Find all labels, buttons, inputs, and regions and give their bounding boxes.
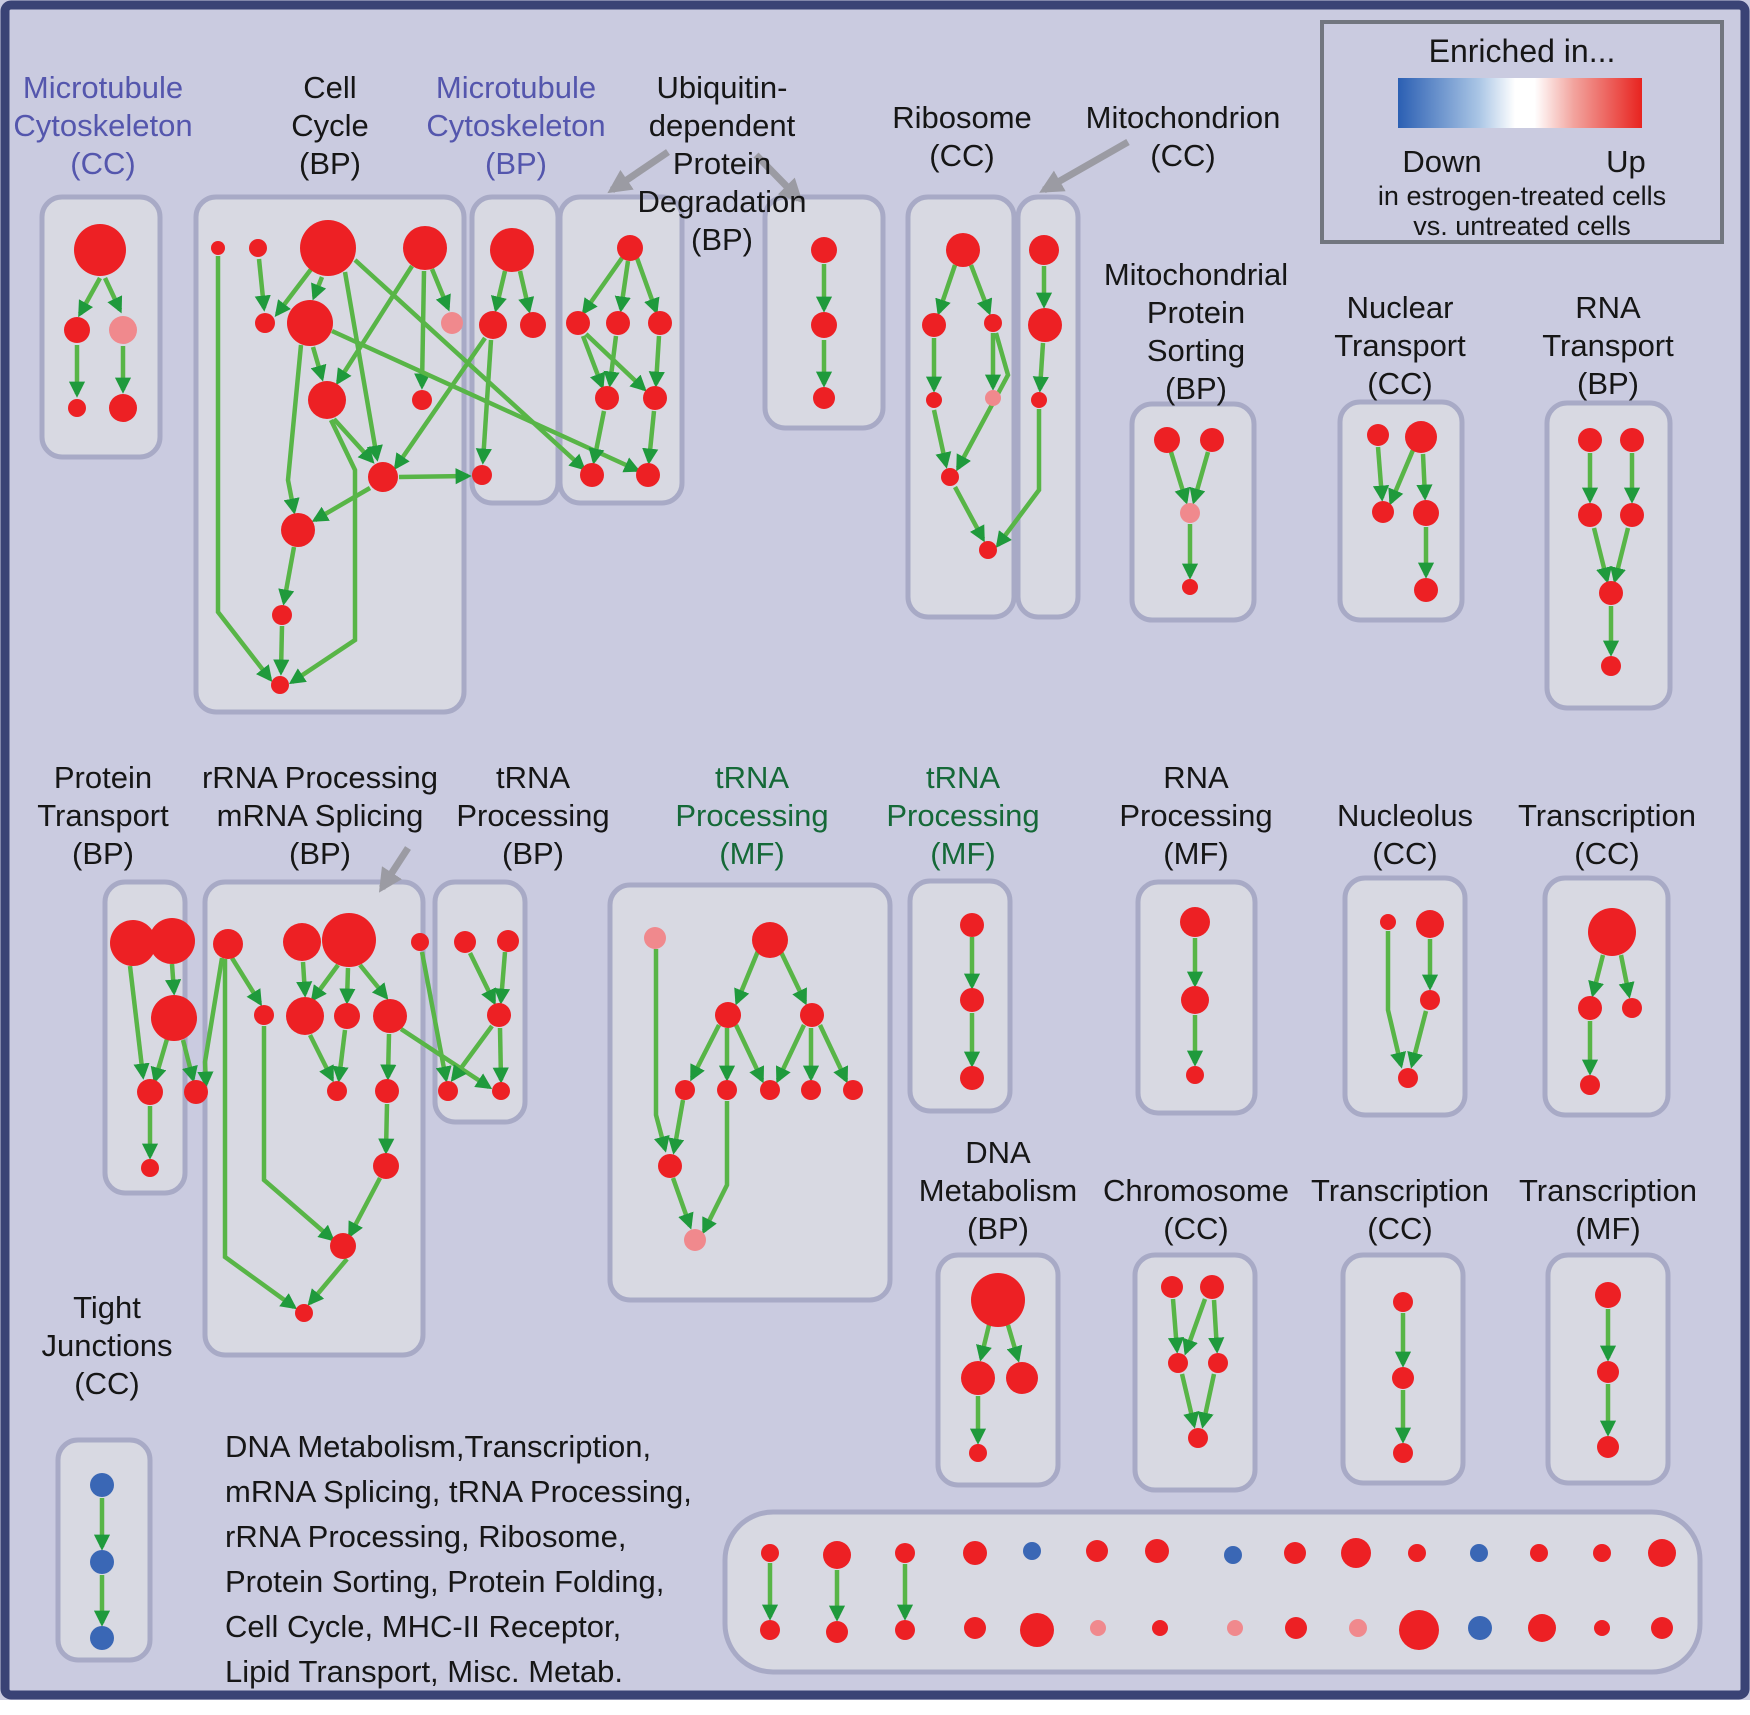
go-term-node[interactable] — [1020, 1613, 1054, 1647]
go-term-node[interactable] — [472, 465, 492, 485]
label-protein-transport-line-0: Protein — [53, 760, 153, 795]
go-term-node[interactable] — [1620, 428, 1644, 452]
label-tight-junctions-line-0: Tight — [73, 1290, 141, 1325]
go-term-node[interactable] — [490, 228, 534, 272]
go-term-node[interactable] — [800, 1003, 824, 1027]
label-mitochondrial-protein-sorting-line-1: Protein — [1146, 295, 1246, 330]
label-rna-transport-line-0: RNA — [1575, 290, 1641, 325]
go-term-node[interactable] — [675, 1080, 695, 1100]
go-term-node[interactable] — [403, 226, 447, 270]
label-trna-processing-mf-1-line-1: Processing — [675, 798, 829, 833]
go-term-node[interactable] — [286, 997, 324, 1035]
go-term-node[interactable] — [368, 462, 398, 492]
label-microtubule-bp-line-0: Microtubule — [435, 70, 597, 105]
go-term-node[interactable] — [964, 1617, 986, 1639]
go-term-node[interactable] — [1090, 1620, 1106, 1636]
go-term-node[interactable] — [1341, 1538, 1371, 1568]
label-mitochondrial-protein-sorting-line-3: (BP) — [1165, 371, 1227, 406]
go-term-node[interactable] — [412, 390, 432, 410]
go-term-node[interactable] — [255, 313, 275, 333]
go-edge — [1214, 1300, 1217, 1350]
label-misc-cluster-list-line-1: mRNA Splicing, tRNA Processing, — [225, 1474, 692, 1509]
go-term-node[interactable] — [566, 311, 590, 335]
go-term-node[interactable] — [1186, 1066, 1204, 1084]
label-transcription-mf-line-0: Transcription — [1518, 1173, 1698, 1208]
legend — [1322, 22, 1722, 242]
go-term-node[interactable] — [1152, 1620, 1168, 1636]
go-term-node[interactable] — [658, 1154, 682, 1178]
go-term-node[interactable] — [717, 1080, 737, 1100]
label-trna-processing-mf-2-line-0: tRNA — [925, 760, 1001, 795]
label-mitochondrial-protein-sorting-line-0: Mitochondrial — [1103, 257, 1289, 292]
group-box-chromosome — [1135, 1255, 1255, 1490]
go-term-node[interactable] — [271, 676, 289, 694]
go-term-node[interactable] — [109, 316, 137, 344]
label-ubiquitin-degradation-line-3: Degradation — [637, 184, 807, 219]
go-term-node[interactable] — [811, 237, 837, 263]
go-term-node[interactable] — [487, 1003, 511, 1027]
go-term-node[interactable] — [960, 988, 984, 1012]
go-term-node[interactable] — [454, 931, 476, 953]
go-term-node[interactable] — [1393, 1292, 1413, 1312]
go-term-node[interactable] — [1224, 1546, 1242, 1564]
go-term-node[interactable] — [1168, 1353, 1188, 1373]
label-misc-cluster-list-line-3: Protein Sorting, Protein Folding, — [225, 1564, 665, 1599]
go-term-node[interactable] — [961, 1361, 995, 1395]
label-trna-processing-bp-line-1: Processing — [456, 798, 610, 833]
label-cell-cycle-line-1: Cycle — [291, 108, 369, 143]
go-term-node[interactable] — [1593, 1544, 1611, 1562]
label-cell-cycle-line-2: (BP) — [299, 146, 361, 181]
label-rna-processing-mf-line-2: (MF) — [1163, 836, 1229, 871]
label-trna-processing-mf-1-line-0: tRNA — [714, 760, 790, 795]
go-term-node[interactable] — [1468, 1616, 1492, 1640]
label-rna-processing-mf-line-0: RNA — [1163, 760, 1229, 795]
go-term-node[interactable] — [895, 1543, 915, 1563]
go-term-node[interactable] — [1599, 581, 1623, 605]
label-trna-processing-mf-2-line-2: (MF) — [930, 836, 996, 871]
go-term-node[interactable] — [843, 1080, 863, 1100]
go-term-node[interactable] — [1622, 998, 1642, 1018]
go-term-node[interactable] — [1208, 1353, 1228, 1373]
label-mitochondrion-line-0: Mitochondrion — [1085, 100, 1281, 135]
go-term-node[interactable] — [1651, 1617, 1673, 1639]
go-term-node[interactable] — [137, 1079, 163, 1105]
go-term-node[interactable] — [109, 394, 137, 422]
go-term-node[interactable] — [811, 312, 837, 338]
go-term-node[interactable] — [941, 468, 959, 486]
go-term-node[interactable] — [308, 381, 346, 419]
go-term-node[interactable] — [595, 386, 619, 410]
go-term-node[interactable] — [287, 300, 333, 346]
go-term-node[interactable] — [283, 923, 321, 961]
go-term-node[interactable] — [68, 399, 86, 417]
label-nuclear-transport-line-2: (CC) — [1367, 366, 1433, 401]
go-term-node[interactable] — [322, 913, 376, 967]
label-rna-processing-mf-line-1: Processing — [1119, 798, 1273, 833]
go-term-node[interactable] — [74, 224, 126, 276]
go-term-node[interactable] — [330, 1233, 356, 1259]
go-term-node[interactable] — [926, 392, 942, 408]
go-term-node[interactable] — [1028, 308, 1062, 342]
label-chromosome-line-0: Chromosome — [1102, 1173, 1290, 1208]
label-microtubule-cc-line-0: Microtubule — [22, 70, 184, 105]
go-term-node[interactable] — [760, 1620, 780, 1640]
label-misc-cluster-list-line-0: DNA Metabolism,Transcription, — [225, 1429, 652, 1464]
go-term-node[interactable] — [823, 1541, 851, 1569]
label-tight-junctions-line-1: Junctions — [41, 1328, 173, 1363]
go-term-node[interactable] — [984, 314, 1002, 332]
label-tight-junctions-line-2: (CC) — [74, 1366, 140, 1401]
go-term-node[interactable] — [1182, 579, 1198, 595]
go-term-node[interactable] — [249, 239, 267, 257]
go-term-node[interactable] — [1227, 1620, 1243, 1636]
label-misc-cluster-list-line-4: Cell Cycle, MHC-II Receptor, — [225, 1609, 622, 1644]
go-term-node[interactable] — [1285, 1617, 1307, 1639]
legend-title: Enriched in... — [1428, 33, 1616, 69]
label-dna-metabolism-line-1: Metabolism — [918, 1173, 1078, 1208]
label-protein-transport-line-1: Transport — [37, 798, 169, 833]
label-misc-cluster-list-line-5: Lipid Transport, Misc. Metab. — [225, 1654, 623, 1689]
label-microtubule-bp-line-2: (BP) — [485, 146, 547, 181]
go-term-node[interactable] — [272, 605, 292, 625]
go-term-node[interactable] — [1154, 427, 1180, 453]
go-term-node[interactable] — [1595, 1282, 1621, 1308]
go-term-node[interactable] — [617, 235, 643, 261]
go-term-node[interactable] — [441, 312, 463, 334]
go-term-node[interactable] — [300, 220, 356, 276]
label-rrna-processing-mrna-splicing-line-0: rRNA Processing — [201, 760, 439, 795]
go-term-node[interactable] — [1405, 421, 1437, 453]
go-term-node[interactable] — [643, 386, 667, 410]
go-term-node[interactable] — [184, 1080, 208, 1104]
go-term-node[interactable] — [979, 541, 997, 559]
group-box-trna-processing-mf-small — [910, 881, 1010, 1111]
go-term-node[interactable] — [895, 1620, 915, 1640]
go-term-node[interactable] — [644, 927, 666, 949]
go-term-node[interactable] — [1284, 1542, 1306, 1564]
go-term-node[interactable] — [1588, 908, 1636, 956]
label-chromosome-line-1: (CC) — [1163, 1211, 1229, 1246]
go-term-node[interactable] — [281, 513, 315, 547]
go-term-node[interactable] — [1597, 1361, 1619, 1383]
go-term-node[interactable] — [971, 1273, 1025, 1327]
group-box-misc-cluster — [725, 1512, 1700, 1672]
go-term-node[interactable] — [1530, 1544, 1548, 1562]
go-edge — [1423, 454, 1425, 497]
go-term-node[interactable] — [1200, 1275, 1224, 1299]
go-term-node[interactable] — [1031, 392, 1047, 408]
go-edge — [422, 271, 424, 386]
go-term-node[interactable] — [64, 317, 90, 343]
go-term-node[interactable] — [826, 1621, 848, 1643]
go-edge — [1040, 343, 1043, 389]
go-term-node[interactable] — [1200, 428, 1224, 452]
go-term-node[interactable] — [492, 1082, 510, 1100]
go-term-node[interactable] — [969, 1444, 987, 1462]
label-trna-processing-bp-line-2: (BP) — [502, 836, 564, 871]
go-term-node[interactable] — [438, 1081, 458, 1101]
go-term-node[interactable] — [801, 1080, 821, 1100]
go-term-node[interactable] — [211, 241, 225, 255]
go-term-node[interactable] — [1180, 907, 1210, 937]
go-edge — [388, 1034, 389, 1077]
go-term-node[interactable] — [922, 313, 946, 337]
label-trna-processing-mf-2-line-1: Processing — [886, 798, 1040, 833]
go-term-node[interactable] — [1392, 1367, 1414, 1389]
go-term-node[interactable] — [752, 922, 788, 958]
legend-down-label: Down — [1402, 144, 1482, 179]
group-box-nuclear-transport — [1340, 402, 1462, 620]
label-rna-transport-line-2: (BP) — [1577, 366, 1639, 401]
go-term-node[interactable] — [1145, 1539, 1169, 1563]
label-rrna-processing-mrna-splicing-line-1: mRNA Splicing — [216, 798, 424, 833]
go-edge — [281, 626, 282, 672]
go-term-node[interactable] — [213, 929, 243, 959]
go-term-node[interactable] — [684, 1229, 706, 1251]
go-term-node[interactable] — [636, 463, 660, 487]
go-term-node[interactable] — [141, 1159, 159, 1177]
go-term-node[interactable] — [715, 1002, 741, 1028]
go-term-node[interactable] — [813, 387, 835, 409]
go-term-node[interactable] — [1528, 1614, 1556, 1642]
go-term-node[interactable] — [1420, 990, 1440, 1010]
label-microtubule-cc-line-2: (CC) — [70, 146, 136, 181]
go-term-node[interactable] — [1597, 1436, 1619, 1458]
label-dna-metabolism-line-2: (BP) — [967, 1211, 1029, 1246]
go-term-node[interactable] — [1578, 428, 1602, 452]
go-term-node[interactable] — [1578, 996, 1602, 1020]
go-term-node[interactable] — [960, 913, 984, 937]
go-term-node[interactable] — [1620, 503, 1644, 527]
go-edge — [399, 476, 468, 477]
label-transcription-mf-line-1: (MF) — [1575, 1211, 1641, 1246]
go-term-node[interactable] — [1380, 914, 1396, 930]
go-term-node[interactable] — [479, 311, 507, 339]
go-term-node[interactable] — [327, 1081, 347, 1101]
label-dna-metabolism-line-0: DNA — [965, 1135, 1031, 1170]
go-term-node[interactable] — [90, 1473, 114, 1497]
label-protein-transport-line-2: (BP) — [72, 836, 134, 871]
label-transcription-cc-2-line-0: Transcription — [1310, 1173, 1490, 1208]
go-term-node[interactable] — [960, 1066, 984, 1090]
go-term-node[interactable] — [1399, 1610, 1439, 1650]
go-term-node[interactable] — [648, 311, 672, 335]
label-ribosome-line-0: Ribosome — [892, 100, 1032, 135]
label-nuclear-transport-line-0: Nuclear — [1346, 290, 1454, 325]
go-term-node[interactable] — [985, 390, 1001, 406]
go-term-node[interactable] — [1181, 986, 1209, 1014]
label-trna-processing-bp-line-0: tRNA — [495, 760, 571, 795]
go-term-node[interactable] — [1372, 501, 1394, 523]
go-term-node[interactable] — [580, 463, 604, 487]
go-term-node[interactable] — [411, 933, 429, 951]
label-ubiquitin-degradation-line-1: dependent — [648, 108, 796, 143]
label-trna-processing-mf-1-line-2: (MF) — [719, 836, 785, 871]
go-term-node[interactable] — [334, 1003, 360, 1029]
go-term-node[interactable] — [1393, 1443, 1413, 1463]
go-term-node[interactable] — [373, 1153, 399, 1179]
label-cell-cycle-line-0: Cell — [303, 70, 357, 105]
go-term-node[interactable] — [1578, 503, 1602, 527]
go-term-node[interactable] — [1367, 424, 1389, 446]
go-term-node[interactable] — [90, 1550, 114, 1574]
go-term-node[interactable] — [1180, 503, 1200, 523]
go-term-node[interactable] — [520, 312, 546, 338]
go-term-node[interactable] — [1408, 1544, 1426, 1562]
go-term-node[interactable] — [375, 1079, 399, 1103]
go-term-node[interactable] — [1648, 1539, 1676, 1567]
label-nucleolus-line-0: Nucleolus — [1336, 798, 1474, 833]
label-mitochondrial-protein-sorting-line-2: Sorting — [1146, 333, 1246, 368]
label-ribosome-line-1: (CC) — [929, 138, 995, 173]
label-microtubule-cc-line-1: Cytoskeleton — [13, 108, 193, 143]
label-rna-transport-line-1: Transport — [1542, 328, 1674, 363]
legend-up-label: Up — [1606, 144, 1646, 179]
go-term-node[interactable] — [1023, 1542, 1041, 1560]
go-term-node[interactable] — [761, 1544, 779, 1562]
go-term-node[interactable] — [1029, 235, 1059, 265]
go-edge — [172, 964, 174, 992]
go-term-node[interactable] — [149, 918, 195, 964]
label-mitochondrion-line-1: (CC) — [1150, 138, 1216, 173]
label-ubiquitin-degradation-line-0: Ubiquitin- — [656, 70, 788, 105]
go-term-node[interactable] — [1594, 1620, 1610, 1636]
label-nucleolus-line-1: (CC) — [1372, 836, 1438, 871]
label-misc-cluster-list-line-2: rRNA Processing, Ribosome, — [225, 1519, 627, 1554]
label-microtubule-bp-line-1: Cytoskeleton — [426, 108, 606, 143]
legend-subtitle-line1: in estrogen-treated cells — [1377, 181, 1667, 211]
go-term-node[interactable] — [151, 995, 197, 1041]
go-term-node[interactable] — [1601, 656, 1621, 676]
go-edge — [500, 1028, 501, 1080]
label-nuclear-transport-line-1: Transport — [1334, 328, 1466, 363]
legend-subtitle-line2: vs. untreated cells — [1413, 211, 1631, 241]
go-term-node[interactable] — [1580, 1075, 1600, 1095]
label-transcription-cc-1-line-1: (CC) — [1574, 836, 1640, 871]
go-term-node[interactable] — [760, 1080, 780, 1100]
go-term-node[interactable] — [1398, 1068, 1418, 1088]
go-term-node[interactable] — [90, 1626, 114, 1650]
go-term-node[interactable] — [497, 930, 519, 952]
go-term-node[interactable] — [1349, 1619, 1367, 1637]
go-term-node[interactable] — [1470, 1544, 1488, 1562]
go-term-node[interactable] — [295, 1304, 313, 1322]
label-transcription-cc-2-line-1: (CC) — [1367, 1211, 1433, 1246]
label-transcription-cc-1-line-0: Transcription — [1517, 798, 1697, 833]
go-term-node[interactable] — [1161, 1276, 1183, 1298]
go-edge — [303, 962, 305, 994]
legend-gradient-bar — [1398, 78, 1642, 128]
go-term-node[interactable] — [373, 999, 407, 1033]
go-term-node[interactable] — [606, 311, 630, 335]
go-term-node[interactable] — [1416, 910, 1444, 938]
go-term-node[interactable] — [1006, 1362, 1038, 1394]
go-term-node[interactable] — [1086, 1540, 1108, 1562]
go-edge — [656, 336, 659, 384]
go-term-node[interactable] — [963, 1541, 987, 1565]
go-term-node[interactable] — [946, 233, 980, 267]
label-ubiquitin-degradation-line-2: Protein — [672, 146, 772, 181]
go-term-node[interactable] — [1413, 500, 1439, 526]
go-term-node[interactable] — [1188, 1428, 1208, 1448]
go-edge — [347, 968, 348, 1001]
go-edge — [386, 1104, 387, 1151]
go-term-node[interactable] — [1414, 578, 1438, 602]
go-term-node[interactable] — [254, 1005, 274, 1025]
label-rrna-processing-mrna-splicing-line-2: (BP) — [289, 836, 351, 871]
label-ubiquitin-degradation-line-4: (BP) — [691, 222, 753, 257]
